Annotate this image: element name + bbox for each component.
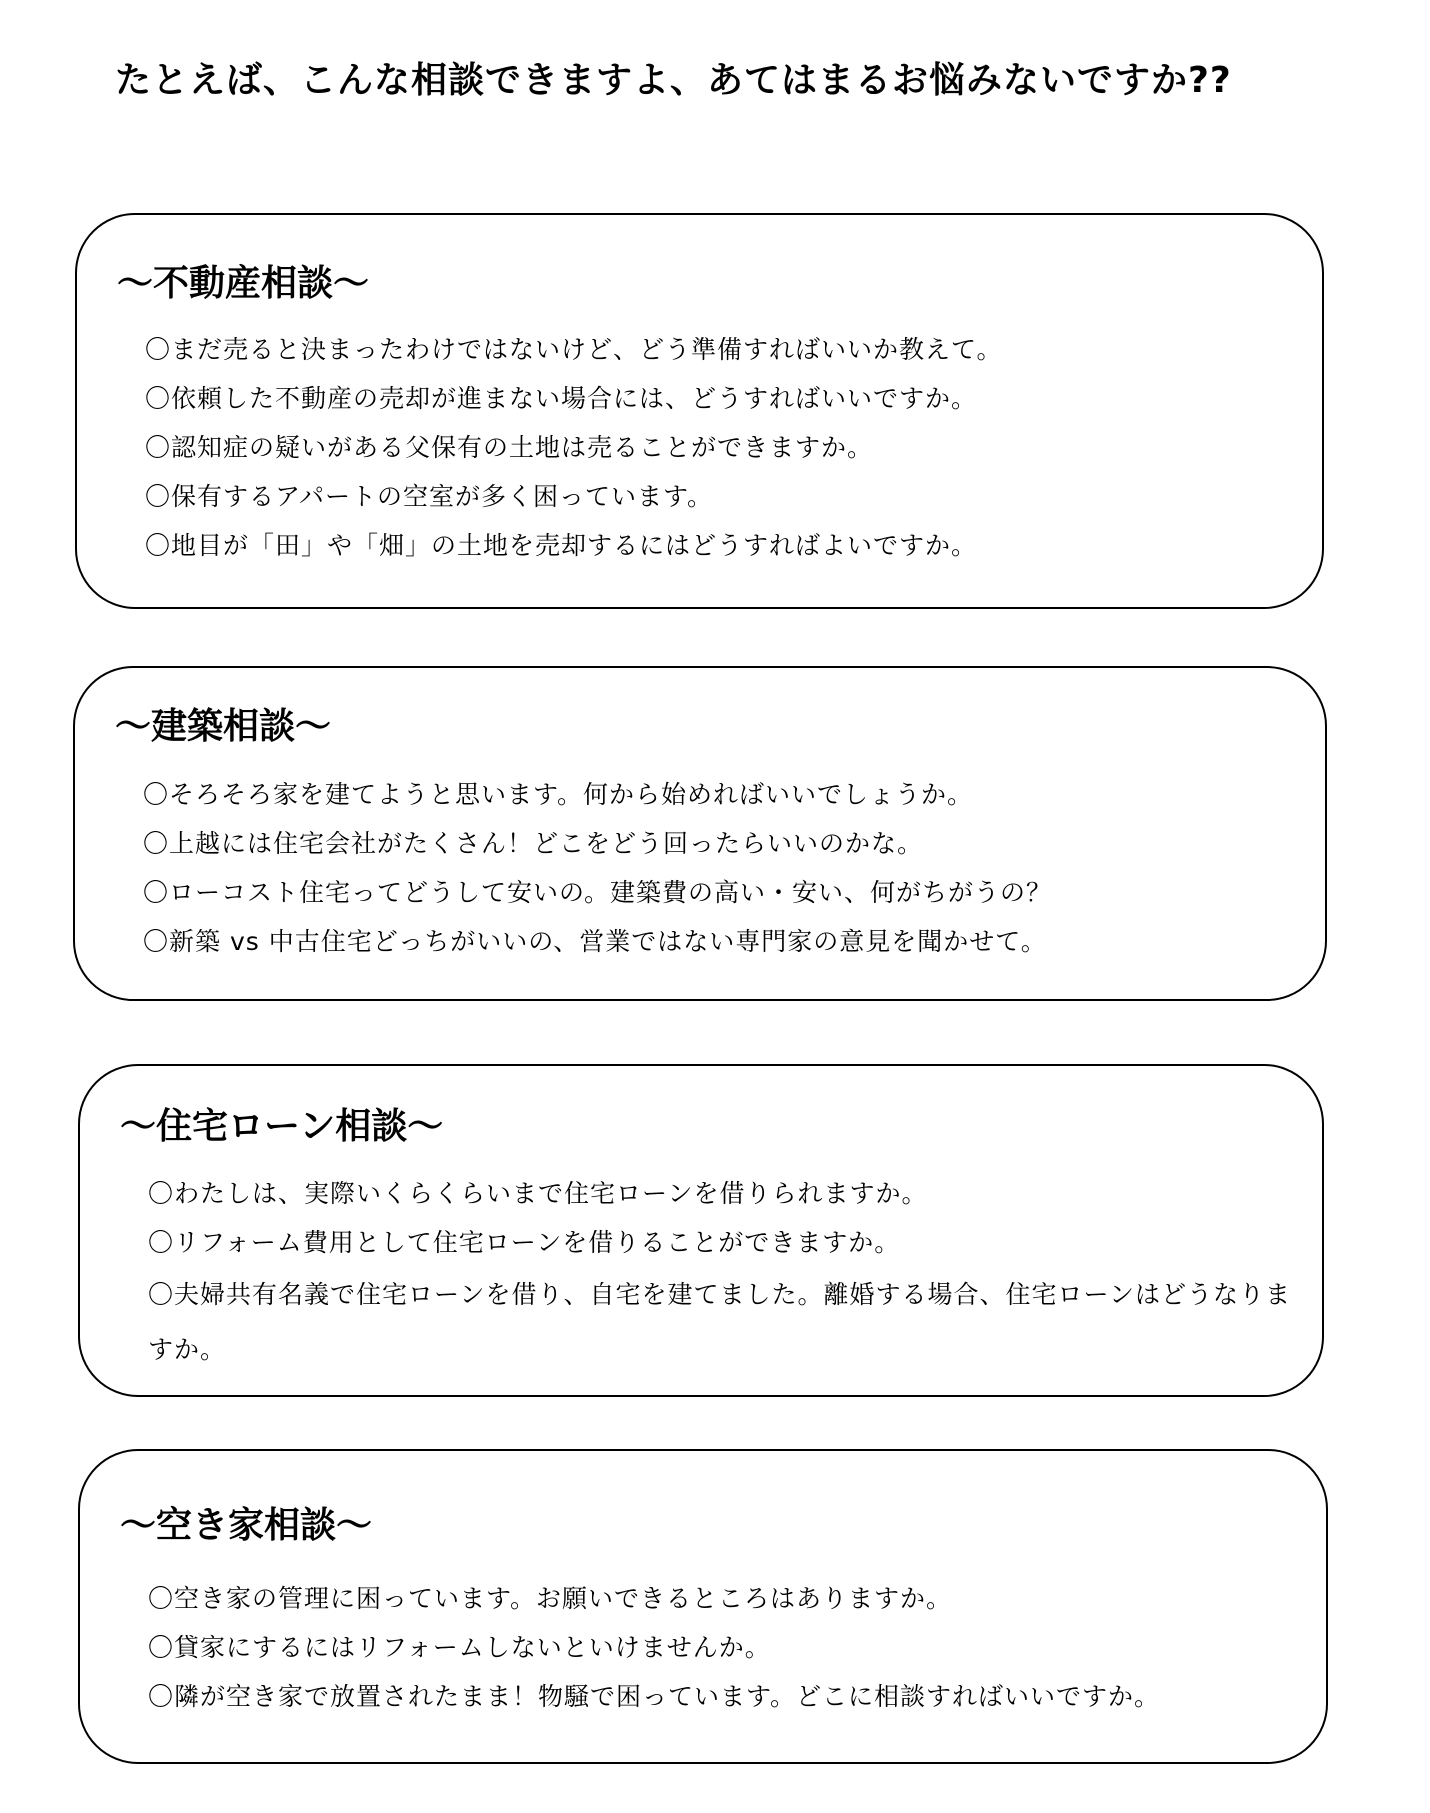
list-item: 〇そろそろ家を建てようと思います。何から始めればいいでしょうか。 xyxy=(143,780,974,809)
list-item: 〇貸家にするにはリフォームしないといけませんか。 xyxy=(148,1633,771,1662)
section-real-estate xyxy=(75,213,1324,609)
list-item: 〇わたしは、実際いくらくらいまで住宅ローンを借りられますか。 xyxy=(148,1179,928,1208)
section-heading: ～建築相談～ xyxy=(115,706,332,747)
list-item: 〇認知症の疑いがある父保有の土地は売ることができますか。 xyxy=(145,433,874,462)
list-item: 〇ローコスト住宅ってどうして安いの。建築費の高い・安い、何がちがうの？ xyxy=(143,878,1053,907)
section-heading: ～空き家相談～ xyxy=(120,1505,373,1546)
list-item: 〇上越には住宅会社がたくさん！どこをどう回ったらいいのかな。 xyxy=(143,829,924,858)
list-item: 〇新築 vs 中古住宅どっちがいいの、営業ではない専門家の意見を聞かせて。 xyxy=(143,927,1047,956)
consultation-list xyxy=(143,770,1285,966)
section-housing-loan xyxy=(78,1064,1324,1397)
section-heading: ～住宅ローン相談～ xyxy=(120,1106,444,1147)
section-vacant-house xyxy=(78,1449,1328,1764)
list-item: 〇保有するアパートの空室が多く困っています。 xyxy=(145,482,714,511)
section-construction xyxy=(73,666,1327,1001)
consultation-list xyxy=(145,325,1282,570)
list-item: 〇まだ売ると決まったわけではないけど、どう準備すればいいか教えて。 xyxy=(145,335,1003,364)
list-item: 〇リフォーム費用として住宅ローンを借りることができますか。 xyxy=(148,1228,901,1257)
list-item: 〇空き家の管理に困っています。お願いできるところはありますか。 xyxy=(148,1584,953,1613)
list-item: 〇地目が「田」や「畑」の土地を売却するにはどうすればよいですか。 xyxy=(145,531,978,560)
list-item: 〇隣が空き家で放置されたまま！物騒で困っています。どこに相談すればいいですか。 xyxy=(148,1682,1161,1711)
list-item: 〇依頼した不動産の売却が進まない場合には、どうすればいいですか。 xyxy=(145,384,978,413)
page-title: たとえば、こんな相談できますよ、あてはまるお悩みないですか?? xyxy=(115,60,1232,101)
consultation-list xyxy=(148,1169,1292,1377)
consultation-list xyxy=(148,1574,1286,1721)
section-heading: ～不動産相談～ xyxy=(117,263,370,304)
list-item: 〇夫婦共有名義で住宅ローンを借り、自宅を建てました。離婚する場合、住宅ローンはどうなりますか。 xyxy=(148,1280,1292,1364)
